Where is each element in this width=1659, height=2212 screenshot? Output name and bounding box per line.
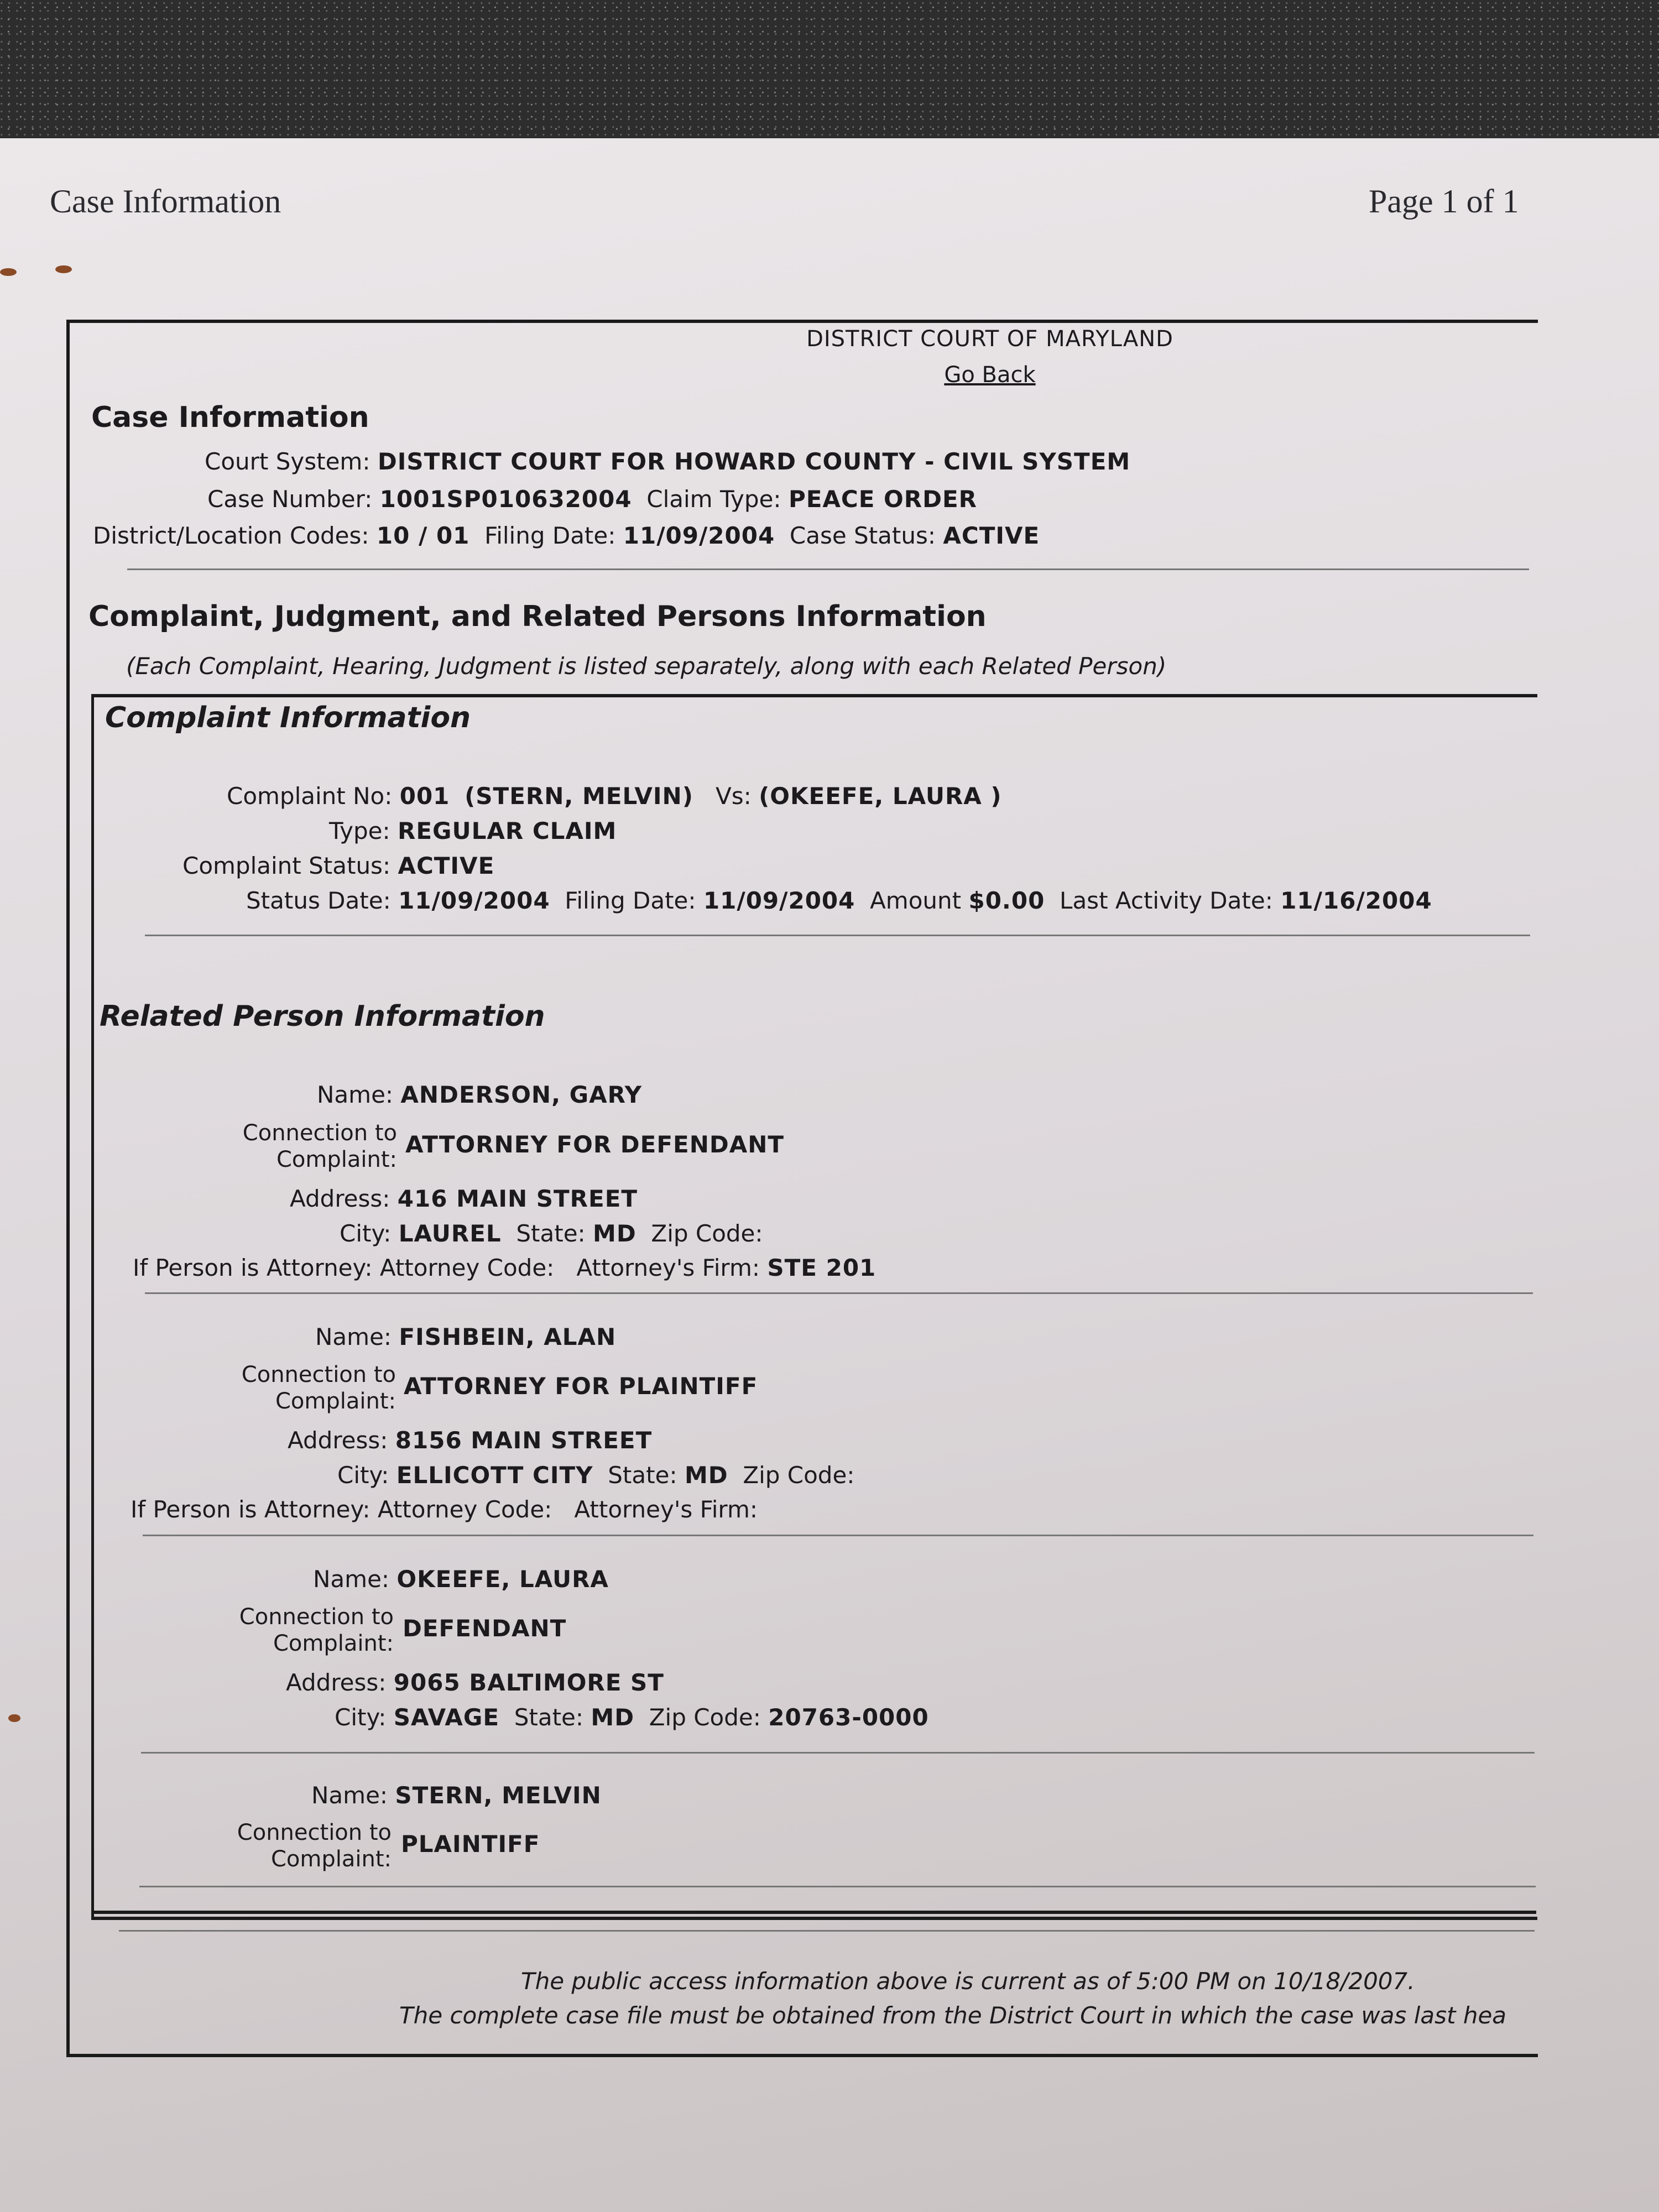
court-system-row — [205, 448, 1130, 475]
case-status-label: Case Status: — [789, 522, 936, 549]
complaint-dates-row — [246, 887, 1432, 914]
footer-case-file-note: The complete case file must be obtained from the District Court in which the case was last hea — [399, 2002, 1507, 2029]
state-label: State: — [608, 1462, 677, 1489]
person-state: MD — [593, 1220, 637, 1247]
person-city: SAVAGE — [393, 1704, 500, 1731]
connection-label-line1: Connection to — [242, 1120, 397, 1146]
attorney-firm-label: Attorney's Firm: — [576, 1254, 760, 1281]
status-date-label: Status Date: — [246, 887, 391, 914]
claim-type-value: PEACE ORDER — [788, 486, 977, 513]
district-label: District/Location Codes: — [93, 522, 369, 549]
person-name: STERN, MELVIN — [395, 1782, 602, 1809]
address-label: Address: — [290, 1185, 390, 1212]
connection-label-line1: Connection to — [237, 1820, 392, 1845]
connection-label — [221, 1120, 397, 1173]
complaint-status-row — [182, 852, 494, 879]
case-number-value: 1001SP010632004 — [379, 486, 632, 513]
person-connection — [401, 1830, 540, 1858]
footer-current-as-of: The public access information above is current as of 5:00 PM on 10/18/2007. — [521, 1968, 1415, 1995]
person-city: LAUREL — [398, 1220, 502, 1247]
print-header-right: Page 1 of 1 — [1369, 183, 1519, 220]
complaint-status-value: ACTIVE — [398, 852, 495, 879]
name-label: Name: — [317, 1081, 394, 1108]
carpet-background — [0, 0, 1659, 141]
person-city-row — [335, 1704, 929, 1731]
complaint-type-label: Type: — [329, 817, 390, 844]
complaint-no-row — [227, 782, 1002, 810]
filing-date-label: Filing Date: — [484, 522, 616, 549]
attorney-firm-label: Attorney's Firm: — [574, 1496, 758, 1523]
vs-label: Vs: — [715, 782, 752, 810]
person-connection — [404, 1373, 758, 1400]
divider — [93, 1911, 1536, 1914]
amount-label: Amount — [870, 887, 962, 914]
complaint-defendant: (OKEEFE, LAURA ) — [759, 782, 1002, 810]
connection-label — [221, 1361, 396, 1415]
person-name-row — [311, 1782, 602, 1809]
person-name: FISHBEIN, ALAN — [399, 1323, 617, 1350]
claim-type-label: Claim Type: — [646, 486, 781, 513]
complaint-type-row — [329, 817, 617, 844]
related-person-title: Related Person Information — [100, 1000, 545, 1033]
name-label: Name: — [313, 1566, 390, 1593]
connection-label-line1: Connection to — [239, 1604, 394, 1630]
case-info-title: Case Information — [91, 401, 369, 434]
divider — [145, 935, 1530, 936]
go-back-link[interactable]: Go Back — [944, 362, 1036, 388]
zip-label: Zip Code: — [651, 1220, 763, 1247]
person-address: 8156 MAIN STREET — [395, 1427, 653, 1454]
connection-label — [217, 1819, 392, 1872]
person-address-row — [290, 1185, 638, 1212]
person-city: ELLICOTT CITY — [396, 1462, 593, 1489]
name-label: Name: — [315, 1323, 392, 1350]
person-address: 9065 BALTIMORE ST — [393, 1669, 664, 1696]
complaint-info-title: Complaint Information — [105, 701, 471, 734]
divider — [145, 1292, 1533, 1294]
connection-label-line1: Connection to — [241, 1362, 396, 1387]
print-header-left: Case Information — [50, 183, 281, 220]
person-attorney-row — [133, 1254, 876, 1281]
divider — [139, 1886, 1536, 1887]
person-address-row — [288, 1427, 652, 1454]
case-number-row — [207, 486, 977, 513]
city-label: City: — [337, 1462, 389, 1489]
case-status-value: ACTIVE — [943, 522, 1040, 549]
person-name: OKEEFE, LAURA — [397, 1566, 609, 1593]
last-activity-label: Last Activity Date: — [1060, 887, 1273, 914]
person-connection — [403, 1615, 566, 1642]
stain-mark — [0, 268, 17, 276]
attorney-code-label: Attorney Code: — [379, 1254, 555, 1281]
connection-label-line2: Complaint: — [275, 1389, 396, 1414]
person-name: ANDERSON, GARY — [400, 1081, 643, 1108]
complaint-filing-date-value: 11/09/2004 — [703, 887, 855, 914]
complaint-type-value: REGULAR CLAIM — [397, 817, 617, 844]
divider — [127, 568, 1529, 570]
stain-mark — [8, 1714, 20, 1722]
state-label: State: — [516, 1220, 586, 1247]
address-label: Address: — [286, 1669, 387, 1696]
person-state: MD — [591, 1704, 635, 1731]
connection-label-line2: Complaint: — [270, 1846, 392, 1872]
person-zip: 20763-0000 — [768, 1704, 929, 1731]
complaint-filing-date-label: Filing Date: — [565, 887, 696, 914]
court-system-label: Court System: — [205, 448, 371, 475]
person-address: 416 MAIN STREET — [397, 1185, 638, 1212]
complaint-section-title: Complaint, Judgment, and Related Persons Information — [88, 600, 987, 633]
connection-label-line2: Complaint: — [273, 1631, 394, 1656]
case-number-label: Case Number: — [207, 486, 373, 513]
attorney-label: If Person is Attorney: — [133, 1254, 373, 1281]
amount-value: $0.00 — [968, 887, 1045, 914]
person-state: MD — [684, 1462, 728, 1489]
person-connection-value: PLAINTIFF — [401, 1830, 540, 1858]
district-row — [93, 522, 1040, 549]
attorney-code-label: Attorney Code: — [377, 1496, 552, 1523]
stain-mark — [55, 265, 72, 273]
person-name-row — [317, 1081, 642, 1108]
city-label: City: — [340, 1220, 392, 1247]
name-label: Name: — [311, 1782, 388, 1809]
complaint-plaintiff: (STERN, MELVIN) — [465, 782, 693, 810]
filing-date-value: 11/09/2004 — [623, 522, 775, 549]
zip-label: Zip Code: — [743, 1462, 855, 1489]
complaint-no-value: 001 — [399, 782, 450, 810]
person-city-row — [337, 1462, 854, 1489]
address-label: Address: — [288, 1427, 388, 1454]
state-label: State: — [514, 1704, 584, 1731]
person-connection-value: DEFENDANT — [403, 1615, 567, 1642]
connection-label — [219, 1604, 394, 1657]
person-attorney-row — [131, 1496, 758, 1523]
city-label: City: — [335, 1704, 387, 1731]
divider — [143, 1535, 1533, 1536]
complaint-no-label: Complaint No: — [227, 782, 393, 810]
complaint-section-note: (Each Complaint, Hearing, Judgment is listed separately, along with each Related Person) — [126, 653, 1167, 680]
district-value: 10 / 01 — [376, 522, 470, 549]
person-connection-value: ATTORNEY FOR DEFENDANT — [405, 1131, 785, 1158]
person-connection-value: ATTORNEY FOR PLAINTIFF — [404, 1373, 758, 1400]
court-system-value: DISTRICT COURT FOR HOWARD COUNTY - CIVIL SYSTEM — [377, 448, 1131, 475]
divider — [119, 1930, 1535, 1932]
attorney-label: If Person is Attorney: — [131, 1496, 371, 1523]
person-connection — [405, 1131, 784, 1158]
attorney-firm-value: STE 201 — [767, 1254, 877, 1281]
connection-label-line2: Complaint: — [276, 1147, 397, 1172]
person-name-row — [313, 1566, 609, 1593]
court-name: DISTRICT COURT OF MARYLAND — [806, 326, 1173, 352]
zip-label: Zip Code: — [649, 1704, 761, 1731]
divider — [141, 1752, 1535, 1754]
person-city-row — [340, 1220, 763, 1247]
complaint-status-label: Complaint Status: — [182, 852, 391, 879]
status-date-value: 11/09/2004 — [398, 887, 550, 914]
person-name-row — [315, 1323, 616, 1350]
person-address-row — [286, 1669, 664, 1696]
last-activity-value: 11/16/2004 — [1280, 887, 1432, 914]
